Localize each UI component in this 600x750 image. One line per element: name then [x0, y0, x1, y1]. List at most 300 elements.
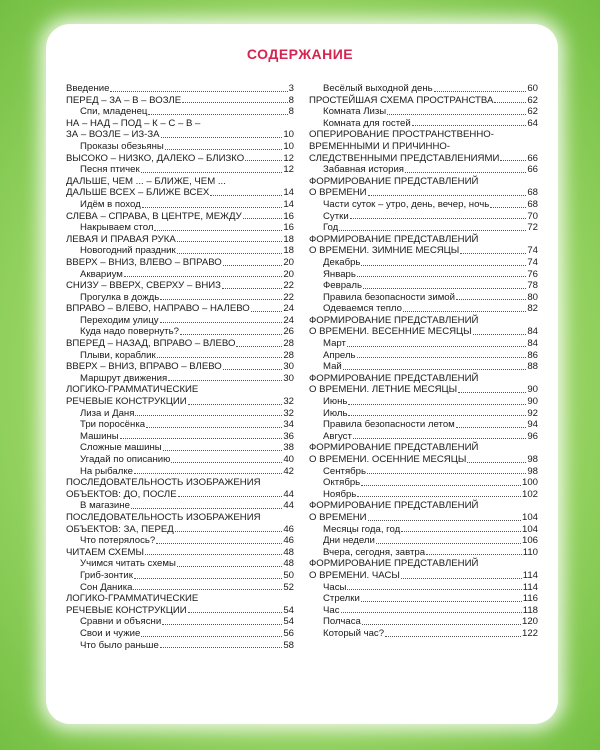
toc-entry	[66, 616, 294, 628]
toc-entry-title: О ВРЕМЕНИ	[309, 187, 367, 199]
toc-entry-title: Прогулка в дождь	[80, 291, 160, 303]
toc-entry-title: Весёлый выходной день	[323, 83, 433, 94]
toc-column-right	[309, 83, 538, 640]
toc-entry-title: Идём в поход	[80, 198, 141, 210]
dot-leader	[376, 543, 521, 544]
toc-entry	[66, 384, 294, 396]
toc-entry	[66, 187, 294, 199]
dot-leader	[177, 241, 283, 242]
toc-page-number: 44	[283, 488, 294, 500]
dot-leader	[171, 462, 282, 463]
toc-entry	[309, 269, 538, 281]
dot-leader	[162, 624, 282, 625]
toc-entry-title: Июль	[323, 407, 348, 419]
dot-leader	[348, 415, 526, 416]
toc-entry	[66, 524, 294, 536]
toc-entry	[309, 199, 538, 211]
toc-page-number: 118	[522, 604, 538, 616]
dot-leader	[403, 311, 526, 312]
toc-entry-title: О ВРЕМЕНИ. ОСЕННИЕ МЕСЯЦЫ	[309, 454, 467, 465]
dot-leader	[223, 265, 283, 266]
page-title: СОДЕРЖАНИЕ	[246, 46, 354, 62]
toc-entry	[66, 141, 294, 153]
toc-entry-title: О ВРЕМЕНИ. ЧАСЫ	[309, 569, 400, 581]
toc-entry-title: Март	[323, 338, 346, 350]
toc-page-number: 3	[288, 83, 294, 94]
dot-leader	[133, 589, 282, 590]
toc-entry-title: Который час?	[323, 627, 385, 639]
dot-leader	[175, 531, 283, 532]
dot-leader	[163, 450, 283, 451]
dot-leader	[363, 288, 526, 289]
toc-entry-title: ФОРМИРОВАНИЕ ПРЕДСТАВЛЕНИЙ	[309, 233, 479, 245]
toc-entry-title: В магазине	[80, 500, 130, 512]
dot-leader	[362, 624, 521, 625]
toc-entry	[309, 477, 538, 489]
toc-page-number: 16	[283, 210, 294, 222]
toc-entry	[309, 350, 538, 362]
dot-leader	[401, 531, 521, 532]
toc-entry-title: Лиза и Даня	[80, 407, 135, 419]
toc-entry	[309, 141, 538, 153]
toc-entry	[66, 442, 294, 454]
toc-entry	[309, 280, 538, 292]
toc-page-number: 48	[283, 546, 294, 558]
toc-page-number: 32	[283, 407, 294, 419]
toc-entry	[66, 489, 294, 501]
toc-entry-title: ФОРМИРОВАНИЕ ПРЕДСТАВЛЕНИЙ	[309, 558, 479, 570]
toc-entry	[309, 512, 538, 524]
dot-leader	[110, 91, 287, 92]
toc-entry	[309, 118, 538, 130]
toc-entry-title: Сравни и объясни	[80, 616, 162, 628]
toc-entry	[309, 222, 538, 234]
toc-entry-title: Сложные машины	[80, 442, 162, 454]
toc-entry-title: ЛОГИКО-ГРАММАТИЧЕСКИЕ	[66, 384, 199, 396]
toc-entry	[309, 361, 538, 373]
toc-page-number: 98	[527, 465, 538, 477]
toc-entry	[66, 83, 294, 95]
dot-leader	[456, 299, 526, 300]
toc-page-number: 62	[527, 106, 538, 118]
dot-leader	[387, 114, 526, 115]
toc-entry	[66, 315, 294, 327]
toc-entry-title: Комната Лизы	[323, 106, 387, 118]
dot-leader	[357, 496, 521, 497]
dot-leader	[348, 404, 526, 405]
toc-entry-title: РЕЧЕВЫЕ КОНСТРУКЦИИ	[66, 396, 187, 408]
toc-page-number: 62	[527, 94, 538, 106]
toc-page-number: 72	[527, 222, 538, 234]
dot-leader	[188, 612, 283, 613]
toc-entry	[309, 547, 538, 559]
toc-entry-title: Август	[323, 430, 352, 442]
toc-entry	[309, 535, 538, 547]
toc-entry-title: ПОСЛЕДОВАТЕЛЬНОСТЬ ИЗОБРАЖЕНИЯ	[66, 477, 261, 489]
dot-leader	[223, 369, 283, 370]
toc-entry-title: Вчера, сегодня, завтра	[323, 546, 426, 558]
toc-entry-title: Правила безопасности летом	[323, 419, 455, 431]
toc-page-number: 30	[283, 361, 294, 373]
toc-page-number: 38	[283, 442, 294, 454]
dot-leader	[154, 230, 282, 231]
dot-leader	[160, 647, 283, 648]
dot-leader	[243, 218, 283, 219]
dot-leader	[350, 218, 527, 219]
toc-entry-title: Песня птичек	[80, 164, 140, 176]
dot-leader	[412, 125, 527, 126]
toc-entry-title: Февраль	[323, 280, 362, 292]
toc-page-number: 8	[288, 94, 294, 106]
toc-entry-title: ВВЕРХ – ВНИЗ, ВЛЕВО – ВПРАВО	[66, 256, 222, 268]
toc-page-number: 66	[527, 164, 538, 176]
toc-entry	[66, 211, 294, 223]
toc-entry	[309, 524, 538, 536]
toc-entry	[66, 153, 294, 165]
toc-entry-title: Учимся читать схемы	[80, 558, 176, 570]
toc-page-number: 10	[283, 140, 294, 152]
dot-leader	[490, 207, 526, 208]
toc-page-number: 20	[283, 256, 294, 268]
toc-entry	[66, 640, 294, 652]
toc-entry-title: ДАЛЬШЕ, ЧЕМ ... – БЛИЖЕ, ЧЕМ ...	[66, 175, 226, 187]
dot-leader	[177, 566, 282, 567]
toc-entry	[309, 153, 538, 165]
toc-page-number: 106	[521, 535, 538, 547]
toc-entry	[66, 593, 294, 605]
toc-entry-title: Комната для гостей	[323, 117, 411, 129]
toc-entry	[66, 106, 294, 118]
dot-leader	[168, 380, 282, 381]
toc-entry	[66, 408, 294, 420]
dot-leader	[361, 265, 526, 266]
dot-leader	[458, 392, 526, 393]
toc-entry-title: РЕЧЕВЫЕ КОНСТРУКЦИИ	[66, 604, 187, 616]
dot-leader	[405, 172, 526, 173]
toc-entry	[66, 95, 294, 107]
toc-page-number: 88	[527, 361, 538, 373]
toc-page-number: 54	[283, 604, 294, 616]
toc-page-number: 98	[527, 454, 538, 465]
toc-entry-title: Переходим улицу	[80, 314, 159, 326]
dot-leader	[148, 114, 287, 115]
toc-page-number: 74	[527, 256, 538, 268]
toc-page-number: 24	[283, 303, 294, 315]
toc-page-number: 54	[283, 616, 294, 628]
toc-page-number: 114	[522, 569, 538, 581]
dot-leader	[401, 578, 522, 579]
toc-entry-title: ФОРМИРОВАНИЕ ПРЕДСТАВЛЕНИЙ	[309, 442, 479, 454]
toc-page-number: 24	[283, 314, 294, 326]
toc-entry	[309, 373, 538, 385]
toc-entry-title: Сентябрь	[323, 465, 366, 477]
dot-leader	[165, 149, 283, 150]
toc-page-number: 48	[283, 558, 294, 570]
toc-page-number: 86	[527, 349, 538, 361]
toc-page-number: 40	[283, 454, 294, 465]
toc-entry	[66, 512, 294, 524]
dot-leader	[131, 508, 282, 509]
toc-entry-title: О ВРЕМЕНИ	[309, 511, 367, 523]
toc-entry-title: Спи, младенец	[80, 106, 148, 118]
dot-leader	[347, 346, 526, 347]
toc-entry	[309, 338, 538, 350]
toc-page-number: 100	[521, 477, 538, 489]
toc-page-number: 46	[283, 535, 294, 547]
toc-page-number: 36	[283, 430, 294, 442]
toc-page-number: 8	[288, 106, 294, 118]
toc-page-number: 18	[283, 245, 294, 257]
toc-entry	[66, 280, 294, 292]
toc-page-number: 96	[527, 430, 538, 442]
toc-entry-title: Сон Даника	[80, 581, 133, 593]
dot-leader	[357, 276, 526, 277]
toc-entry	[309, 466, 538, 478]
toc-entry	[309, 106, 538, 118]
toc-page-number: 68	[527, 187, 538, 199]
toc-entry	[309, 442, 538, 454]
toc-page-number: 14	[283, 187, 294, 199]
toc-page-number: 26	[283, 326, 294, 338]
toc-entry	[309, 605, 538, 617]
toc-entry	[309, 593, 538, 605]
toc-page-number: 32	[283, 396, 294, 408]
toc-entry-title: ФОРМИРОВАНИЕ ПРЕДСТАВЛЕНИЙ	[309, 175, 479, 187]
toc-entry-title: Плыви, кораблик	[80, 349, 156, 361]
toc-entry-title: Месяцы года, год	[323, 523, 401, 535]
toc-entry	[66, 373, 294, 385]
toc-entry-title: Что было раньше	[80, 639, 159, 651]
dot-leader	[367, 473, 526, 474]
toc-entry-title: Октябрь	[323, 477, 361, 489]
toc-entry	[309, 500, 538, 512]
toc-entry-title: О ВРЕМЕНИ. ЛЕТНИЕ МЕСЯЦЫ	[309, 384, 458, 396]
dot-leader	[236, 346, 282, 347]
toc-page-number: 116	[522, 593, 538, 605]
toc-entry	[309, 454, 538, 466]
toc-entry-title: Полчаса	[323, 616, 361, 628]
dot-leader	[135, 415, 282, 416]
toc-entry	[66, 477, 294, 489]
toc-entry	[309, 303, 538, 315]
toc-entry-title: ВПЕРЕД – НАЗАД, ВПРАВО – ВЛЕВО	[66, 338, 236, 350]
toc-entry-title: НА – НАД – ПОД – К – С – В –	[66, 117, 201, 129]
toc-entry-title: Части суток – утро, день, вечер, ночь	[323, 198, 490, 210]
toc-entry	[309, 558, 538, 570]
toc-entry-title: ФОРМИРОВАНИЕ ПРЕДСТАВЛЕНИЙ	[309, 372, 479, 384]
toc-entry-title: ОПЕРИРОВАНИЕ ПРОСТРАНСТВЕННО-	[309, 129, 494, 141]
toc-page-number: 76	[527, 268, 538, 280]
toc-entry-title: Декабрь	[323, 256, 361, 268]
dot-leader	[177, 253, 283, 254]
dot-leader	[182, 102, 288, 103]
toc-entry-title: СЛЕВА – СПРАВА, В ЦЕНТРЕ, МЕЖДУ	[66, 210, 242, 222]
toc-entry	[66, 303, 294, 315]
toc-entry-title: Сутки	[323, 210, 349, 222]
toc-page-number: 56	[283, 627, 294, 639]
toc-entry-title: Что потерялось?	[80, 535, 156, 547]
toc-entry	[309, 164, 538, 176]
toc-entry	[309, 187, 538, 199]
toc-entry	[66, 326, 294, 338]
toc-page-number: 90	[527, 396, 538, 408]
toc-entry-title: Ноябрь	[323, 488, 357, 500]
toc-entry	[309, 95, 538, 107]
dot-leader	[210, 195, 282, 196]
dot-leader	[385, 636, 521, 637]
toc-entry	[66, 605, 294, 617]
toc-page-number: 102	[521, 488, 538, 500]
dot-leader	[361, 601, 522, 602]
toc-page-number: 30	[283, 372, 294, 384]
toc-page-number: 34	[283, 419, 294, 431]
toc-entry-title: Куда надо повернуть?	[80, 326, 179, 338]
dot-leader	[134, 578, 282, 579]
toc-page-number: 70	[527, 210, 538, 222]
toc-entry-title: ЛЕВАЯ И ПРАВАЯ РУКА	[66, 233, 176, 245]
toc-entry	[309, 176, 538, 188]
toc-entry	[66, 257, 294, 269]
dot-leader	[146, 427, 282, 428]
dot-leader	[426, 554, 522, 555]
toc-entry	[66, 118, 294, 130]
dot-leader	[145, 554, 282, 555]
toc-entry-title: Угадай по описанию	[80, 454, 171, 465]
dot-leader	[156, 543, 282, 544]
toc-page-number: 42	[283, 465, 294, 477]
toc-page-number: 84	[527, 326, 538, 338]
toc-entry	[66, 535, 294, 547]
dot-leader	[473, 334, 527, 335]
dot-leader	[361, 485, 521, 486]
toc-entry	[309, 408, 538, 420]
toc-entry-title: ВВЕРХ – ВНИЗ, ВПРАВО – ВЛЕВО	[66, 361, 222, 373]
toc-page-number: 82	[527, 303, 538, 315]
toc-entry-title: Накрываем стол	[80, 222, 154, 234]
toc-entry-title: Июнь	[323, 396, 348, 408]
toc-page-number: 10	[283, 129, 294, 141]
toc-entry-title: Час	[323, 604, 340, 616]
toc-page-number: 74	[527, 245, 538, 257]
toc-entry-title: Год	[323, 222, 339, 234]
dot-leader	[142, 207, 283, 208]
toc-entry	[309, 257, 538, 269]
toc-entry	[66, 176, 294, 188]
dot-leader	[180, 334, 282, 335]
toc-page-number: 90	[527, 384, 538, 396]
toc-entry	[309, 83, 538, 95]
toc-page-number: 84	[527, 338, 538, 350]
dot-leader	[160, 322, 283, 323]
toc-page-number: 80	[527, 291, 538, 303]
toc-entry	[66, 361, 294, 373]
dot-leader	[357, 357, 527, 358]
toc-page-number: 22	[283, 291, 294, 303]
toc-entry	[66, 466, 294, 478]
toc-entry-title: ВРЕМЕННЫМИ И ПРИЧИННО-	[309, 140, 451, 152]
toc-entry	[66, 558, 294, 570]
toc-page-number: 104	[521, 511, 538, 523]
toc-page-number: 18	[283, 233, 294, 245]
toc-entry-title: Новогодний праздник	[80, 245, 176, 257]
toc-page-number: 12	[283, 164, 294, 176]
toc-page-number: 46	[283, 523, 294, 535]
toc-entry	[66, 396, 294, 408]
toc-entry	[66, 292, 294, 304]
toc-page-number: 60	[527, 83, 538, 94]
toc-entry	[309, 315, 538, 327]
toc-entry-title: Свои и чужие	[80, 627, 141, 639]
toc-entry	[309, 245, 538, 257]
dot-leader	[347, 589, 521, 590]
toc-entry	[66, 199, 294, 211]
toc-entry	[66, 454, 294, 466]
toc-page-number: 28	[283, 338, 294, 350]
toc-page-number: 44	[283, 500, 294, 512]
dot-leader	[245, 160, 282, 161]
toc-page-number: 110	[522, 546, 538, 558]
toc-entry	[66, 419, 294, 431]
dot-leader	[188, 404, 283, 405]
toc-entry-title: Дни недели	[323, 535, 375, 547]
toc-entry-title: Забавная история	[323, 164, 404, 176]
toc-entry-title: Аквариум	[80, 268, 123, 280]
toc-page-number: 58	[283, 639, 294, 651]
toc-entry-title: ЧИТАЕМ СХЕМЫ	[66, 546, 144, 558]
toc-entry	[309, 234, 538, 246]
toc-page-number: 16	[283, 222, 294, 234]
dot-leader	[222, 288, 282, 289]
toc-entry-title: СНИЗУ – ВВЕРХ, СВЕРХУ – ВНИЗ	[66, 280, 221, 292]
toc-page-number: 68	[527, 198, 538, 210]
toc-entry	[309, 129, 538, 141]
dot-leader	[494, 102, 526, 103]
dot-leader	[339, 230, 526, 231]
dot-leader	[141, 172, 283, 173]
toc-entry	[66, 234, 294, 246]
toc-entry	[309, 582, 538, 594]
dot-leader	[141, 636, 282, 637]
toc-entry-title: Введение	[66, 83, 110, 94]
toc-entry-title: Одеваемся тепло	[323, 303, 402, 315]
toc-page-number: 64	[527, 117, 538, 129]
toc-entry	[309, 211, 538, 223]
dot-leader	[160, 299, 282, 300]
toc-entry-title: СЛЕДСТВЕННЫМИ ПРЕДСТАВЛЕНИЯМИ	[309, 152, 500, 164]
toc-entry	[309, 384, 538, 396]
dot-leader	[120, 438, 283, 439]
toc-page-number: 66	[527, 152, 538, 164]
toc-entry-title: ПОСЛЕДОВАТЕЛЬНОСТЬ ИЗОБРАЖЕНИЯ	[66, 511, 261, 523]
toc-entry	[66, 269, 294, 281]
toc-entry	[66, 570, 294, 582]
dot-leader	[251, 311, 283, 312]
toc-entry	[309, 616, 538, 628]
toc-entry	[66, 431, 294, 443]
toc-entry-title: ДАЛЬШЕ ВСЕХ – БЛИЖЕ ВСЕХ	[66, 187, 210, 199]
dot-leader	[157, 357, 283, 358]
toc-entry	[66, 129, 294, 141]
toc-entry	[66, 164, 294, 176]
toc-entry-title: Январь	[323, 268, 356, 280]
toc-entry	[309, 489, 538, 501]
toc-entry	[66, 547, 294, 559]
toc-entry	[309, 628, 538, 640]
toc-entry	[309, 396, 538, 408]
toc-entry-title: ВПРАВО – ВЛЕВО, НАПРАВО – НАЛЕВО	[66, 303, 250, 315]
toc-page-number: 50	[283, 569, 294, 581]
toc-entry-title: ФОРМИРОВАНИЕ ПРЕДСТАВЛЕНИЙ	[309, 314, 479, 326]
